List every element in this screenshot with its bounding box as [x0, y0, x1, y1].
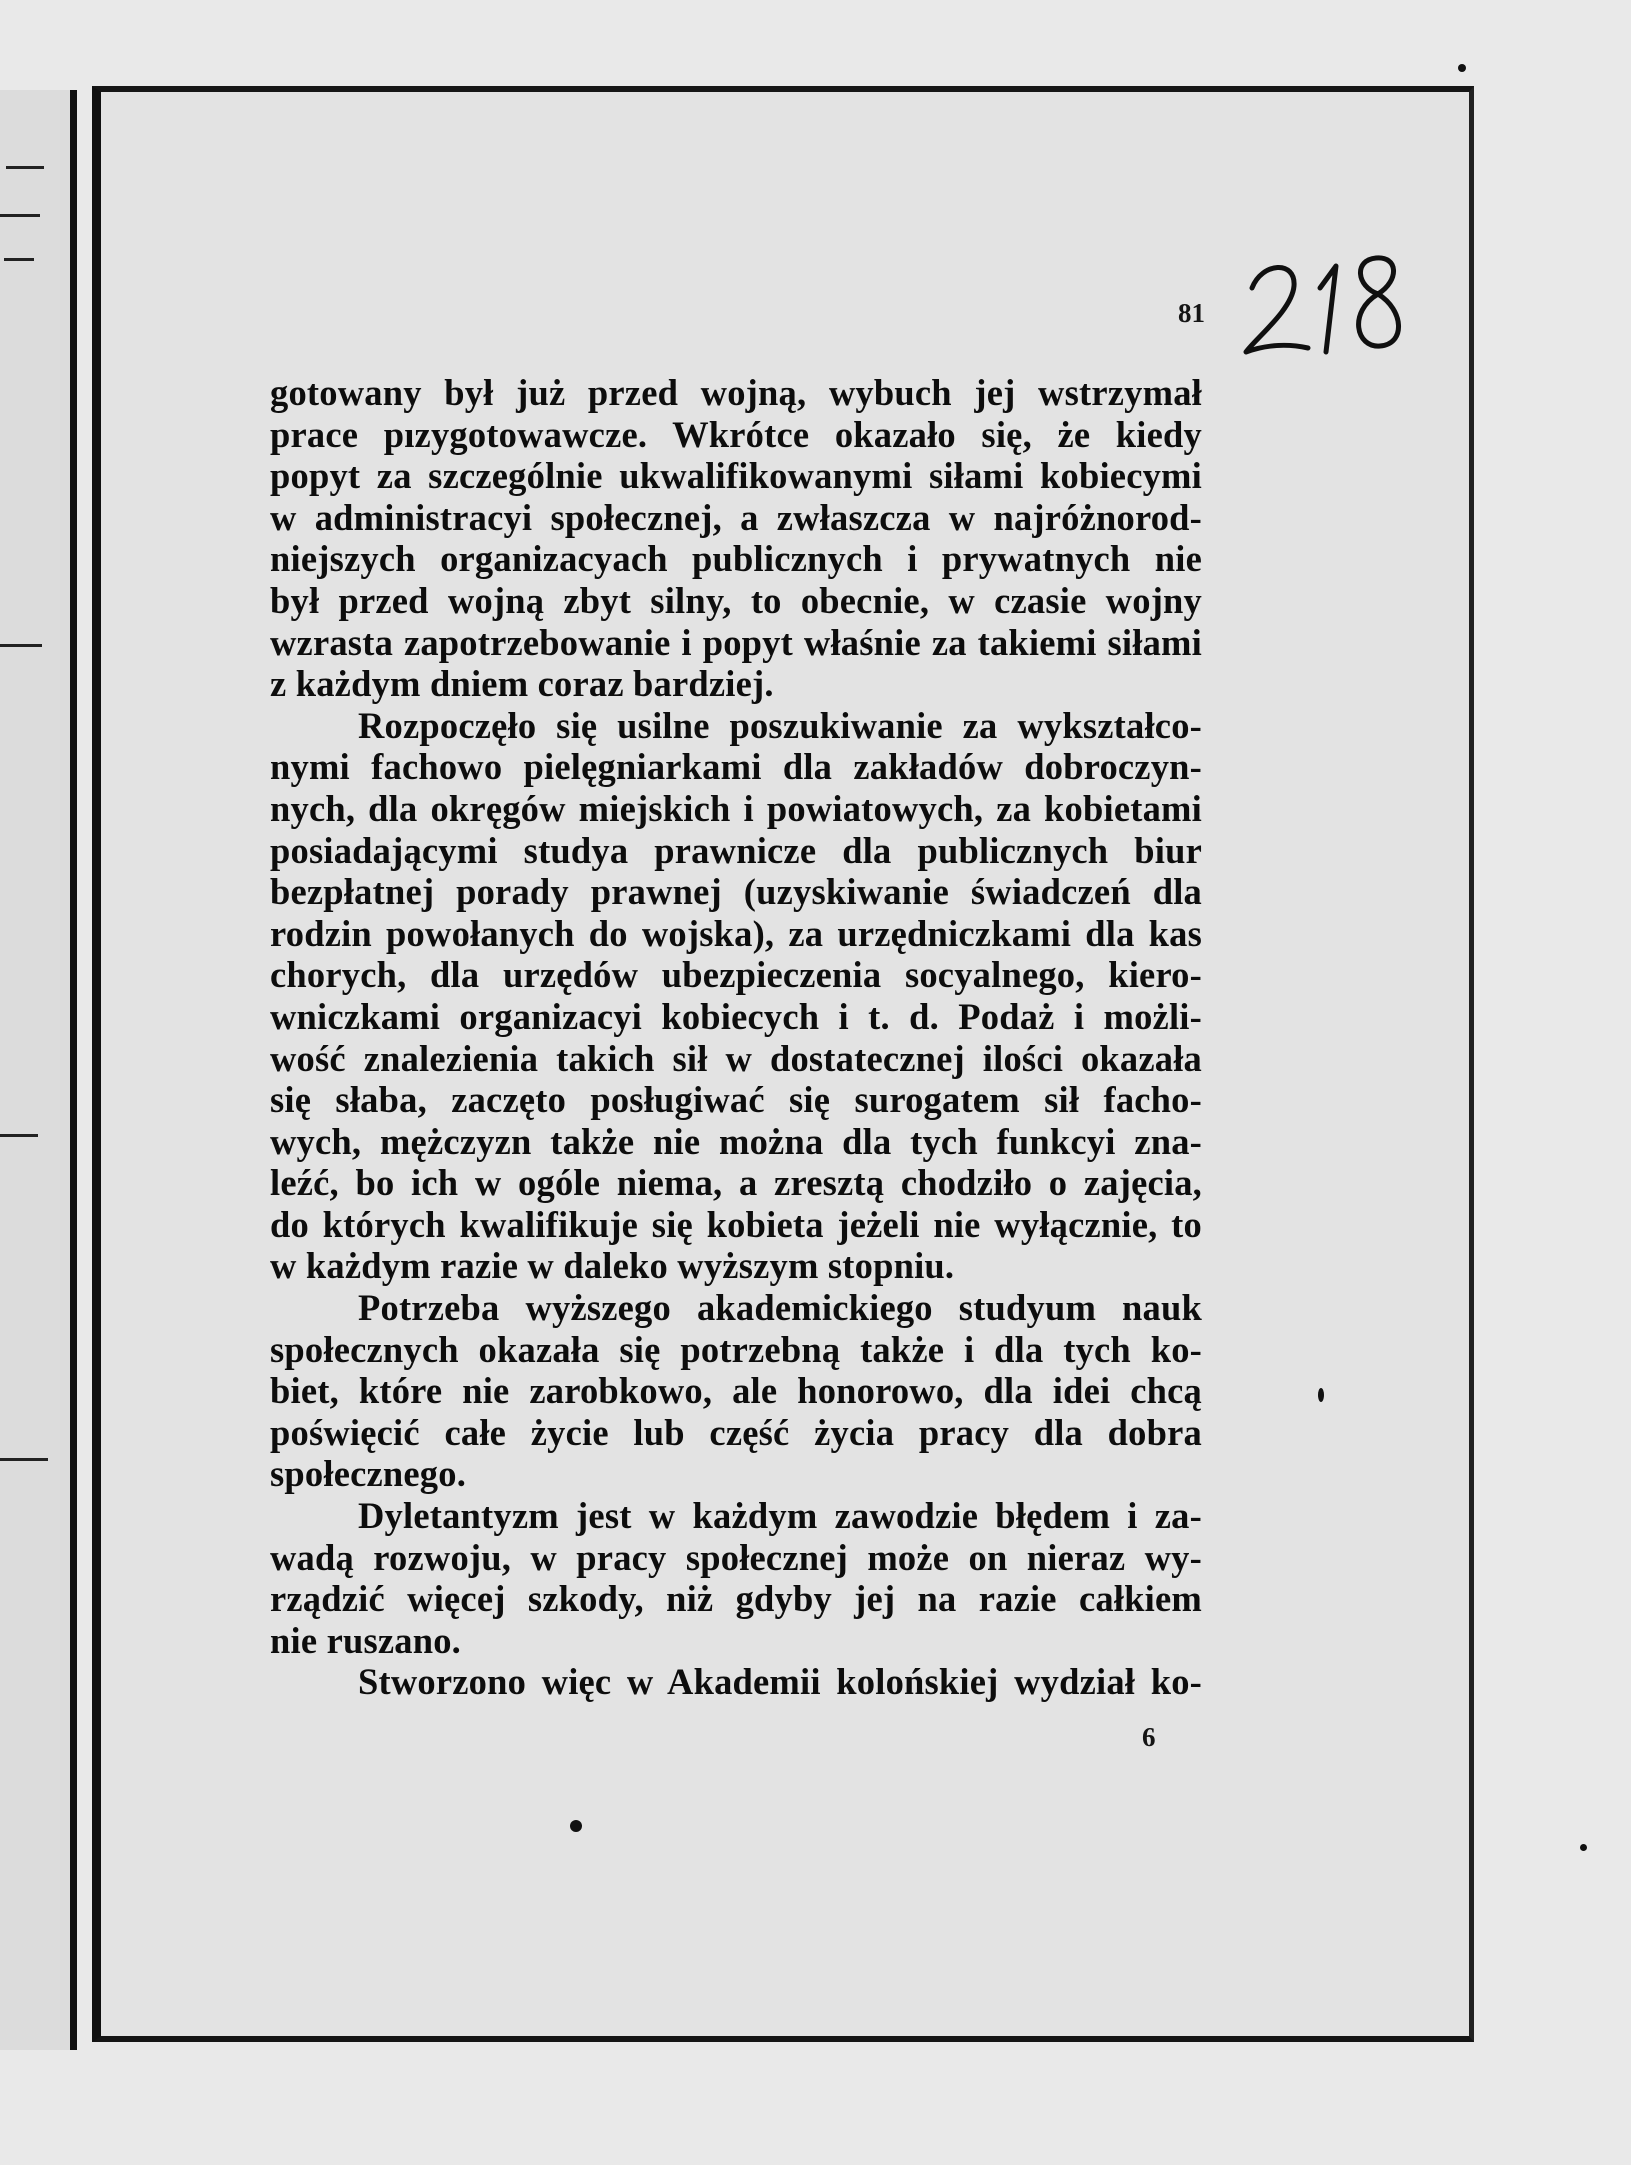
text-line: posiadającymi studya prawnicze dla publicznych biur: [270, 829, 1202, 871]
text-line: społecznych okazała się potrzebną także i dla tych ko-: [270, 1328, 1202, 1370]
text-line: Rozpoczęło się usilne poszukiwanie za wykształco-: [358, 704, 1202, 746]
text-line: wych, mężczyzn także nie można dla tych funkcyi zna-: [270, 1120, 1202, 1162]
body-text: [270, 372, 1202, 1703]
text-line: w administracyi społecznej, a zwłaszcza w najróżnorod-: [270, 496, 1202, 538]
text-line: chorych, dla urzędów ubezpieczenia socyalnego, kiero-: [270, 954, 1202, 996]
text-line: z każdym dniem coraz bardziej.: [270, 663, 774, 705]
text-line: był przed wojną zbyt silny, to obecnie, w czasie wojny: [270, 579, 1202, 621]
text-line: wadą rozwoju, w pracy społecznej może on nieraz wy-: [270, 1536, 1202, 1578]
text-line: gotowany był już przed wojną, wybuch jej wstrzymał: [270, 372, 1202, 413]
handwritten-number-218: [1238, 240, 1413, 370]
text-line: nie ruszano.: [270, 1619, 461, 1661]
text-line: rządzić więcej szkody, niż gdyby jej na razie całkiem: [270, 1578, 1202, 1620]
text-line: prace pızygotowawcze. Wkrótce okazało się, że kiedy: [270, 413, 1202, 455]
text-line: społecznego.: [270, 1453, 467, 1495]
text-line: bezpłatnej porady prawnej (uzyskiwanie świadczeń dla: [270, 871, 1202, 913]
left-page-mark: [0, 644, 42, 647]
ink-speck: [1580, 1844, 1587, 1851]
left-page-mark: [0, 1458, 48, 1461]
text-line: wniczkami organizacyi kobiecych i t. d. Podaż i możli-: [270, 995, 1202, 1037]
left-page-mark: [0, 1134, 38, 1137]
text-line: Potrzeba wyższego akademickiego studyum nauk: [358, 1287, 1202, 1329]
text-line: się słaba, zaczęto posługiwać się surogatem sił facho-: [270, 1079, 1202, 1121]
ink-speck: [1318, 1388, 1324, 1402]
text-line: wzrasta zapotrzebowanie i popyt właśnie za takiemi siłami: [270, 621, 1202, 663]
text-line: niejszych organizacyach publicznych i prywatnych nie: [270, 538, 1202, 580]
left-page-mark: [4, 258, 34, 261]
text-line: rodzin powołanych do wojska), za urzędniczkami dla kas: [270, 912, 1202, 954]
text-line: biet, które nie zarobkowo, ale honorowo, dla idei chcą: [270, 1370, 1202, 1412]
signature-mark: 6: [1142, 1722, 1156, 1752]
text-line: do których kwalifikuje się kobieta jeżeli nie wyłącznie, to: [270, 1203, 1202, 1245]
text-line: leźć, bo ich w ogóle niema, a zresztą chodziło o zajęcia,: [270, 1162, 1202, 1204]
text-line: Dyletantyzm jest w każdym zawodzie błędem i za-: [358, 1495, 1202, 1537]
text-line: w każdym razie w daleko wyższym stopniu.: [270, 1245, 955, 1287]
left-page-mark: [6, 166, 44, 169]
ink-speck: [1458, 64, 1466, 72]
page-number: 81: [1178, 298, 1205, 328]
left-page-mark: [0, 214, 40, 217]
ink-speck: [570, 1820, 582, 1832]
text-line: Stworzono więc w Akademii kolońskiej wydział ko-: [358, 1661, 1202, 1703]
text-line: popyt za szczególnie ukwalifikowanymi siłami kobiecymi: [270, 455, 1202, 497]
text-line: wość znalezienia takich sił w dostatecznej ilości okazała: [270, 1037, 1202, 1079]
text-line: nych, dla okręgów miejskich i powiatowych, za kobietami: [270, 787, 1202, 829]
left-page-edge: [0, 90, 77, 2050]
text-line: poświęcić całe życie lub część życia pracy dla dobra: [270, 1411, 1202, 1453]
text-line: nymi fachowo pielęgniarkami dla zakładów dobroczyn-: [270, 746, 1202, 788]
